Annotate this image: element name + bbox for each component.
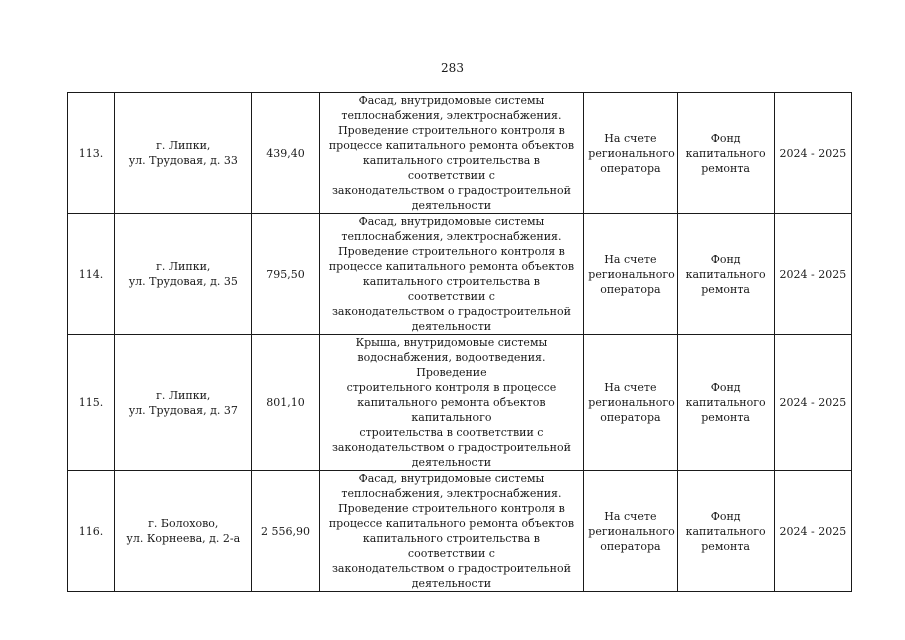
works-line: водоснабжения, водоотведения. Проведение bbox=[357, 351, 546, 379]
period-cell: 2024 - 2025 bbox=[774, 93, 851, 214]
works-line: капитального ремонта объектов капитального bbox=[357, 396, 546, 424]
works-line: законодательством о градостроительной bbox=[331, 562, 571, 575]
works-line: деятельности bbox=[411, 456, 492, 469]
row-number-cell: 116. bbox=[68, 471, 115, 592]
works-line: теплоснабжения, электроснабжения. bbox=[341, 487, 562, 500]
funding-line: Фонд bbox=[710, 509, 741, 523]
table-row bbox=[68, 471, 852, 592]
account-line: оператора bbox=[600, 282, 661, 296]
page-number: 283 bbox=[441, 61, 464, 75]
account-line: На счете bbox=[604, 252, 657, 266]
works-cell bbox=[319, 471, 584, 592]
account-line: На счете bbox=[604, 509, 657, 523]
works-line: Проведение строительного контроля в bbox=[338, 124, 565, 137]
funding-source-cell bbox=[677, 214, 774, 335]
account-line: На счете bbox=[604, 131, 657, 145]
works-line: строительства в соответствии с bbox=[359, 426, 544, 439]
period-cell: 2024 - 2025 bbox=[774, 214, 851, 335]
table-row bbox=[68, 214, 852, 335]
works-line: процессе капитального ремонта объектов bbox=[328, 517, 575, 530]
address-cell bbox=[115, 335, 252, 471]
funding-source-cell bbox=[677, 471, 774, 592]
funding-source-cell bbox=[677, 335, 774, 471]
table-body bbox=[68, 93, 852, 592]
works-line: капитального строительства в соответствии с bbox=[362, 154, 540, 182]
funding-line: капитального bbox=[685, 267, 766, 281]
account-line: оператора bbox=[600, 539, 661, 553]
account-line: оператора bbox=[600, 161, 661, 175]
account-cell bbox=[584, 335, 677, 471]
account-line: оператора bbox=[600, 411, 661, 424]
address-line: г. Липки, bbox=[156, 139, 211, 152]
account-cell bbox=[584, 93, 677, 214]
address-line: ул. Трудовая, д. 37 bbox=[128, 403, 238, 417]
area-cell: 439,40 bbox=[252, 93, 319, 214]
works-line: процессе капитального ремонта объектов bbox=[328, 260, 575, 273]
period-cell: 2024 - 2025 bbox=[774, 335, 851, 471]
address-line: г. Болохово, bbox=[148, 517, 219, 530]
works-line: деятельности bbox=[411, 577, 492, 590]
address-line: ул. Корнеева, д. 2-а bbox=[126, 532, 241, 545]
funding-line: ремонта bbox=[701, 539, 750, 553]
address-line: ул. Трудовая, д. 35 bbox=[128, 275, 238, 288]
area-cell: 801,10 bbox=[252, 335, 319, 471]
works-line: Крыша, внутридомовые системы bbox=[355, 336, 548, 349]
row-number-cell: 115. bbox=[68, 335, 115, 471]
works-line: капитального строительства в соответствии с bbox=[362, 275, 540, 303]
works-line: процессе капитального ремонта объектов bbox=[328, 139, 575, 152]
address-cell bbox=[115, 214, 252, 335]
area-cell: 795,50 bbox=[252, 214, 319, 335]
funding-line: капитального bbox=[685, 524, 766, 538]
account-line: регионального bbox=[588, 146, 675, 160]
works-line: законодательством о градостроительной bbox=[331, 441, 571, 454]
capital-repair-table bbox=[67, 92, 852, 592]
table-row bbox=[68, 335, 852, 471]
works-line: законодательством о градостроительной bbox=[331, 305, 571, 318]
works-line: теплоснабжения, электроснабжения. bbox=[341, 109, 562, 122]
account-line: регионального bbox=[588, 524, 675, 538]
funding-line: Фонд bbox=[710, 381, 741, 394]
funding-line: ремонта bbox=[701, 282, 750, 296]
period-cell: 2024 - 2025 bbox=[774, 471, 851, 592]
works-line: Проведение строительного контроля в bbox=[338, 502, 565, 515]
address-line: г. Липки, bbox=[156, 388, 211, 402]
funding-line: капитального bbox=[685, 396, 766, 409]
works-line: Фасад, внутридомовые системы bbox=[358, 94, 545, 107]
works-cell bbox=[319, 335, 584, 471]
row-number-cell: 113. bbox=[68, 93, 115, 214]
area-cell: 2 556,90 bbox=[252, 471, 319, 592]
address-line: ул. Трудовая, д. 33 bbox=[128, 154, 238, 167]
table-row bbox=[68, 93, 852, 214]
works-line: деятельности bbox=[411, 320, 492, 333]
address-cell bbox=[115, 93, 252, 214]
funding-source-cell bbox=[677, 93, 774, 214]
account-cell bbox=[584, 214, 677, 335]
account-line: На счете bbox=[604, 381, 657, 394]
works-cell bbox=[319, 214, 584, 335]
row-number-cell: 114. bbox=[68, 214, 115, 335]
works-cell bbox=[319, 93, 584, 214]
funding-line: Фонд bbox=[710, 131, 741, 145]
funding-line: ремонта bbox=[701, 161, 750, 175]
works-line: капитального строительства в соответствии с bbox=[362, 532, 540, 560]
account-line: регионального bbox=[588, 267, 675, 281]
account-cell bbox=[584, 471, 677, 592]
works-line: Фасад, внутридомовые системы bbox=[358, 472, 545, 485]
account-line: регионального bbox=[588, 396, 675, 409]
funding-line: Фонд bbox=[710, 252, 741, 266]
address-cell bbox=[115, 471, 252, 592]
works-line: Проведение строительного контроля в bbox=[338, 245, 565, 258]
works-line: теплоснабжения, электроснабжения. bbox=[341, 230, 562, 243]
works-line: Фасад, внутридомовые системы bbox=[358, 215, 545, 228]
funding-line: ремонта bbox=[701, 411, 750, 424]
funding-line: капитального bbox=[685, 146, 766, 160]
works-line: законодательством о градостроительной bbox=[331, 184, 571, 197]
works-line: деятельности bbox=[411, 199, 492, 212]
works-line: строительного контроля в процессе bbox=[346, 381, 557, 394]
address-line: г. Липки, bbox=[156, 260, 211, 273]
